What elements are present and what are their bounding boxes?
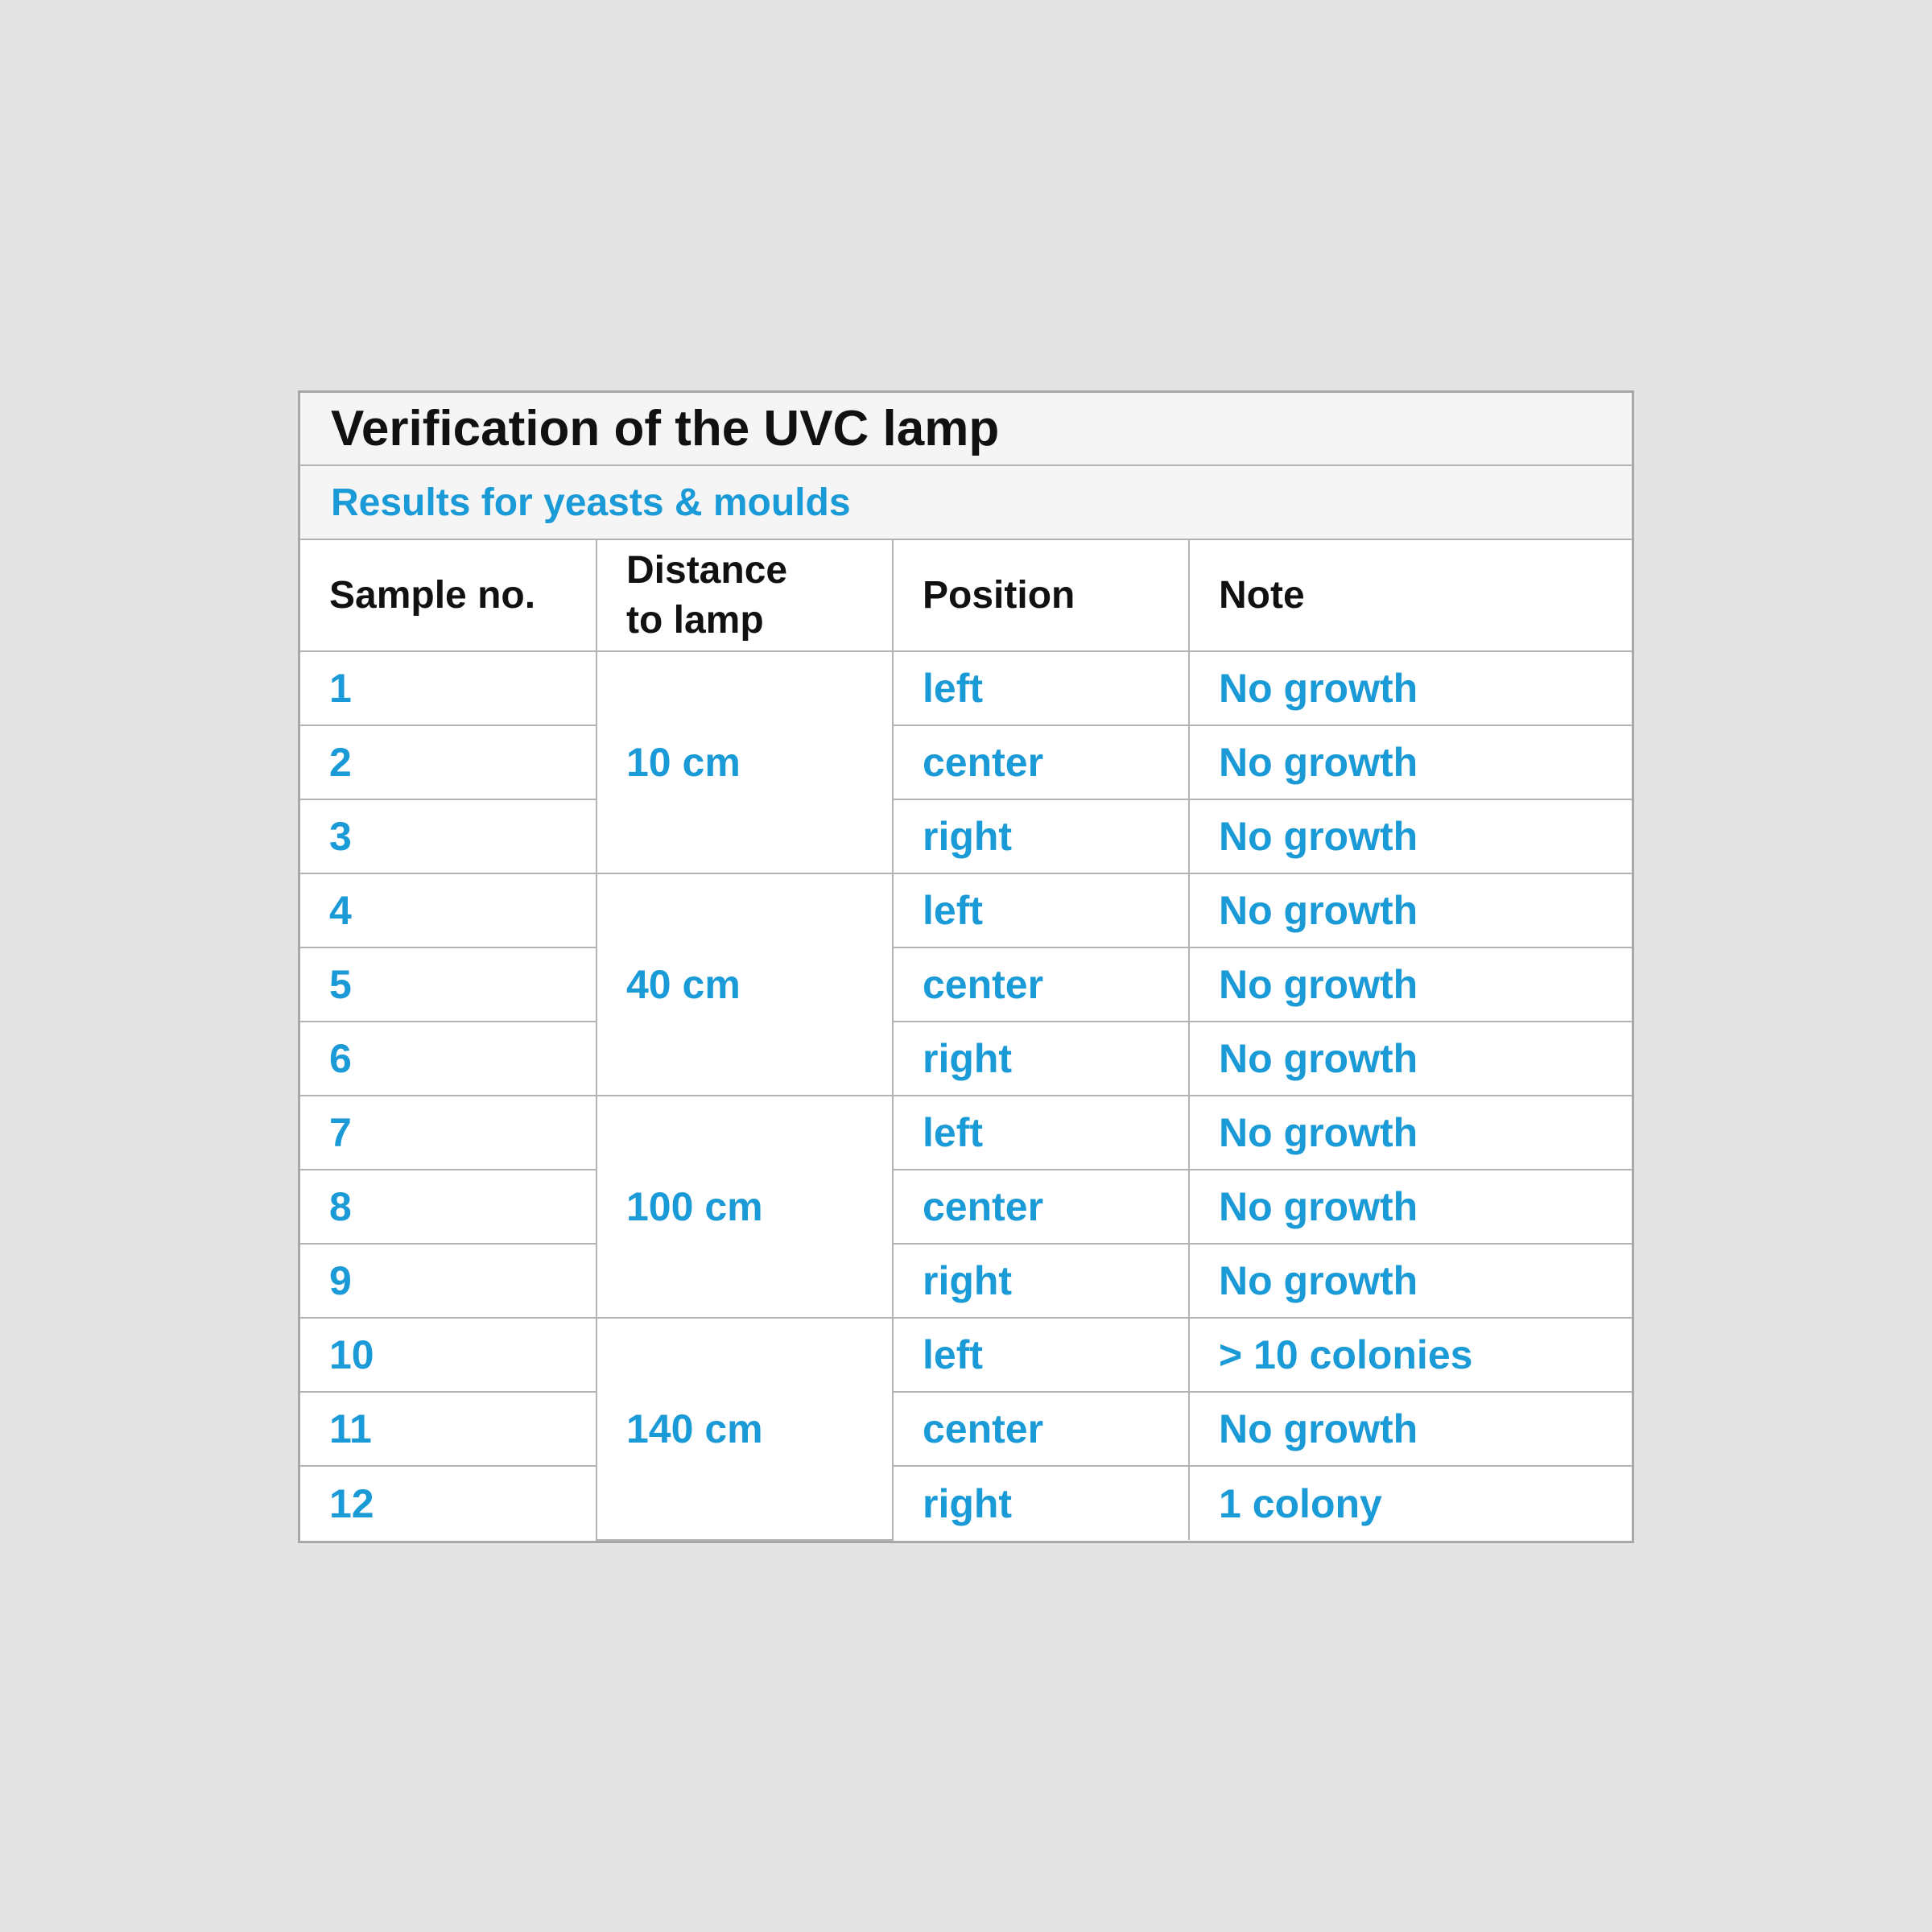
note-cell: No growth: [1189, 1096, 1632, 1170]
note-cell: No growth: [1189, 1170, 1632, 1244]
position-cell: center: [893, 725, 1189, 799]
sample-cell: 11: [300, 1392, 597, 1466]
table-row: [300, 1318, 1632, 1392]
table-row: [300, 1244, 1632, 1318]
position-cell: right: [893, 1466, 1189, 1540]
position-cell: center: [893, 1170, 1189, 1244]
table-row: [300, 725, 1632, 799]
header-distance: [597, 540, 893, 651]
sample-cell: 8: [300, 1170, 597, 1244]
note-cell: No growth: [1189, 873, 1632, 947]
header-note: Note: [1189, 540, 1632, 651]
position-cell: left: [893, 1318, 1189, 1392]
sample-cell: 2: [300, 725, 597, 799]
header-sample-no: Sample no.: [300, 540, 597, 651]
sample-cell: 9: [300, 1244, 597, 1318]
sample-cell: 3: [300, 799, 597, 873]
sample-cell: 6: [300, 1022, 597, 1096]
header-row: [300, 540, 1632, 651]
header-distance-line2: to lamp: [626, 598, 764, 642]
sample-cell: 4: [300, 873, 597, 947]
position-cell: right: [893, 1244, 1189, 1318]
sample-cell: 5: [300, 947, 597, 1022]
position-cell: left: [893, 1096, 1189, 1170]
position-cell: left: [893, 873, 1189, 947]
distance-cell: 140 cm: [597, 1318, 893, 1540]
note-cell: No growth: [1189, 1392, 1632, 1466]
position-cell: right: [893, 799, 1189, 873]
sample-cell: 1: [300, 651, 597, 725]
note-cell: > 10 colonies: [1189, 1318, 1632, 1392]
header-position: Position: [893, 540, 1189, 651]
note-cell: No growth: [1189, 725, 1632, 799]
sample-cell: 12: [300, 1466, 597, 1540]
results-table-card: [298, 390, 1634, 1543]
table-row: [300, 1466, 1632, 1540]
sample-cell: 7: [300, 1096, 597, 1170]
position-cell: center: [893, 1392, 1189, 1466]
sample-cell: 10: [300, 1318, 597, 1392]
table-row: [300, 947, 1632, 1022]
results-table: [300, 540, 1632, 1541]
position-cell: left: [893, 651, 1189, 725]
header-distance-line1: Distance: [626, 548, 788, 592]
table-title: Verification of the UVC lamp: [300, 393, 1632, 466]
table-subtitle: Results for yeasts & moulds: [300, 466, 1632, 540]
table-row: [300, 1170, 1632, 1244]
distance-cell: 100 cm: [597, 1096, 893, 1318]
note-cell: No growth: [1189, 799, 1632, 873]
note-cell: No growth: [1189, 1244, 1632, 1318]
distance-cell: 10 cm: [597, 651, 893, 873]
note-cell: No growth: [1189, 1022, 1632, 1096]
table-row: [300, 799, 1632, 873]
table-row: [300, 1096, 1632, 1170]
table-row: [300, 1392, 1632, 1466]
note-cell: 1 colony: [1189, 1466, 1632, 1540]
table-row: [300, 873, 1632, 947]
note-cell: No growth: [1189, 947, 1632, 1022]
note-cell: No growth: [1189, 651, 1632, 725]
position-cell: center: [893, 947, 1189, 1022]
position-cell: right: [893, 1022, 1189, 1096]
table-row: [300, 651, 1632, 725]
distance-cell: 40 cm: [597, 873, 893, 1096]
table-row: [300, 1022, 1632, 1096]
